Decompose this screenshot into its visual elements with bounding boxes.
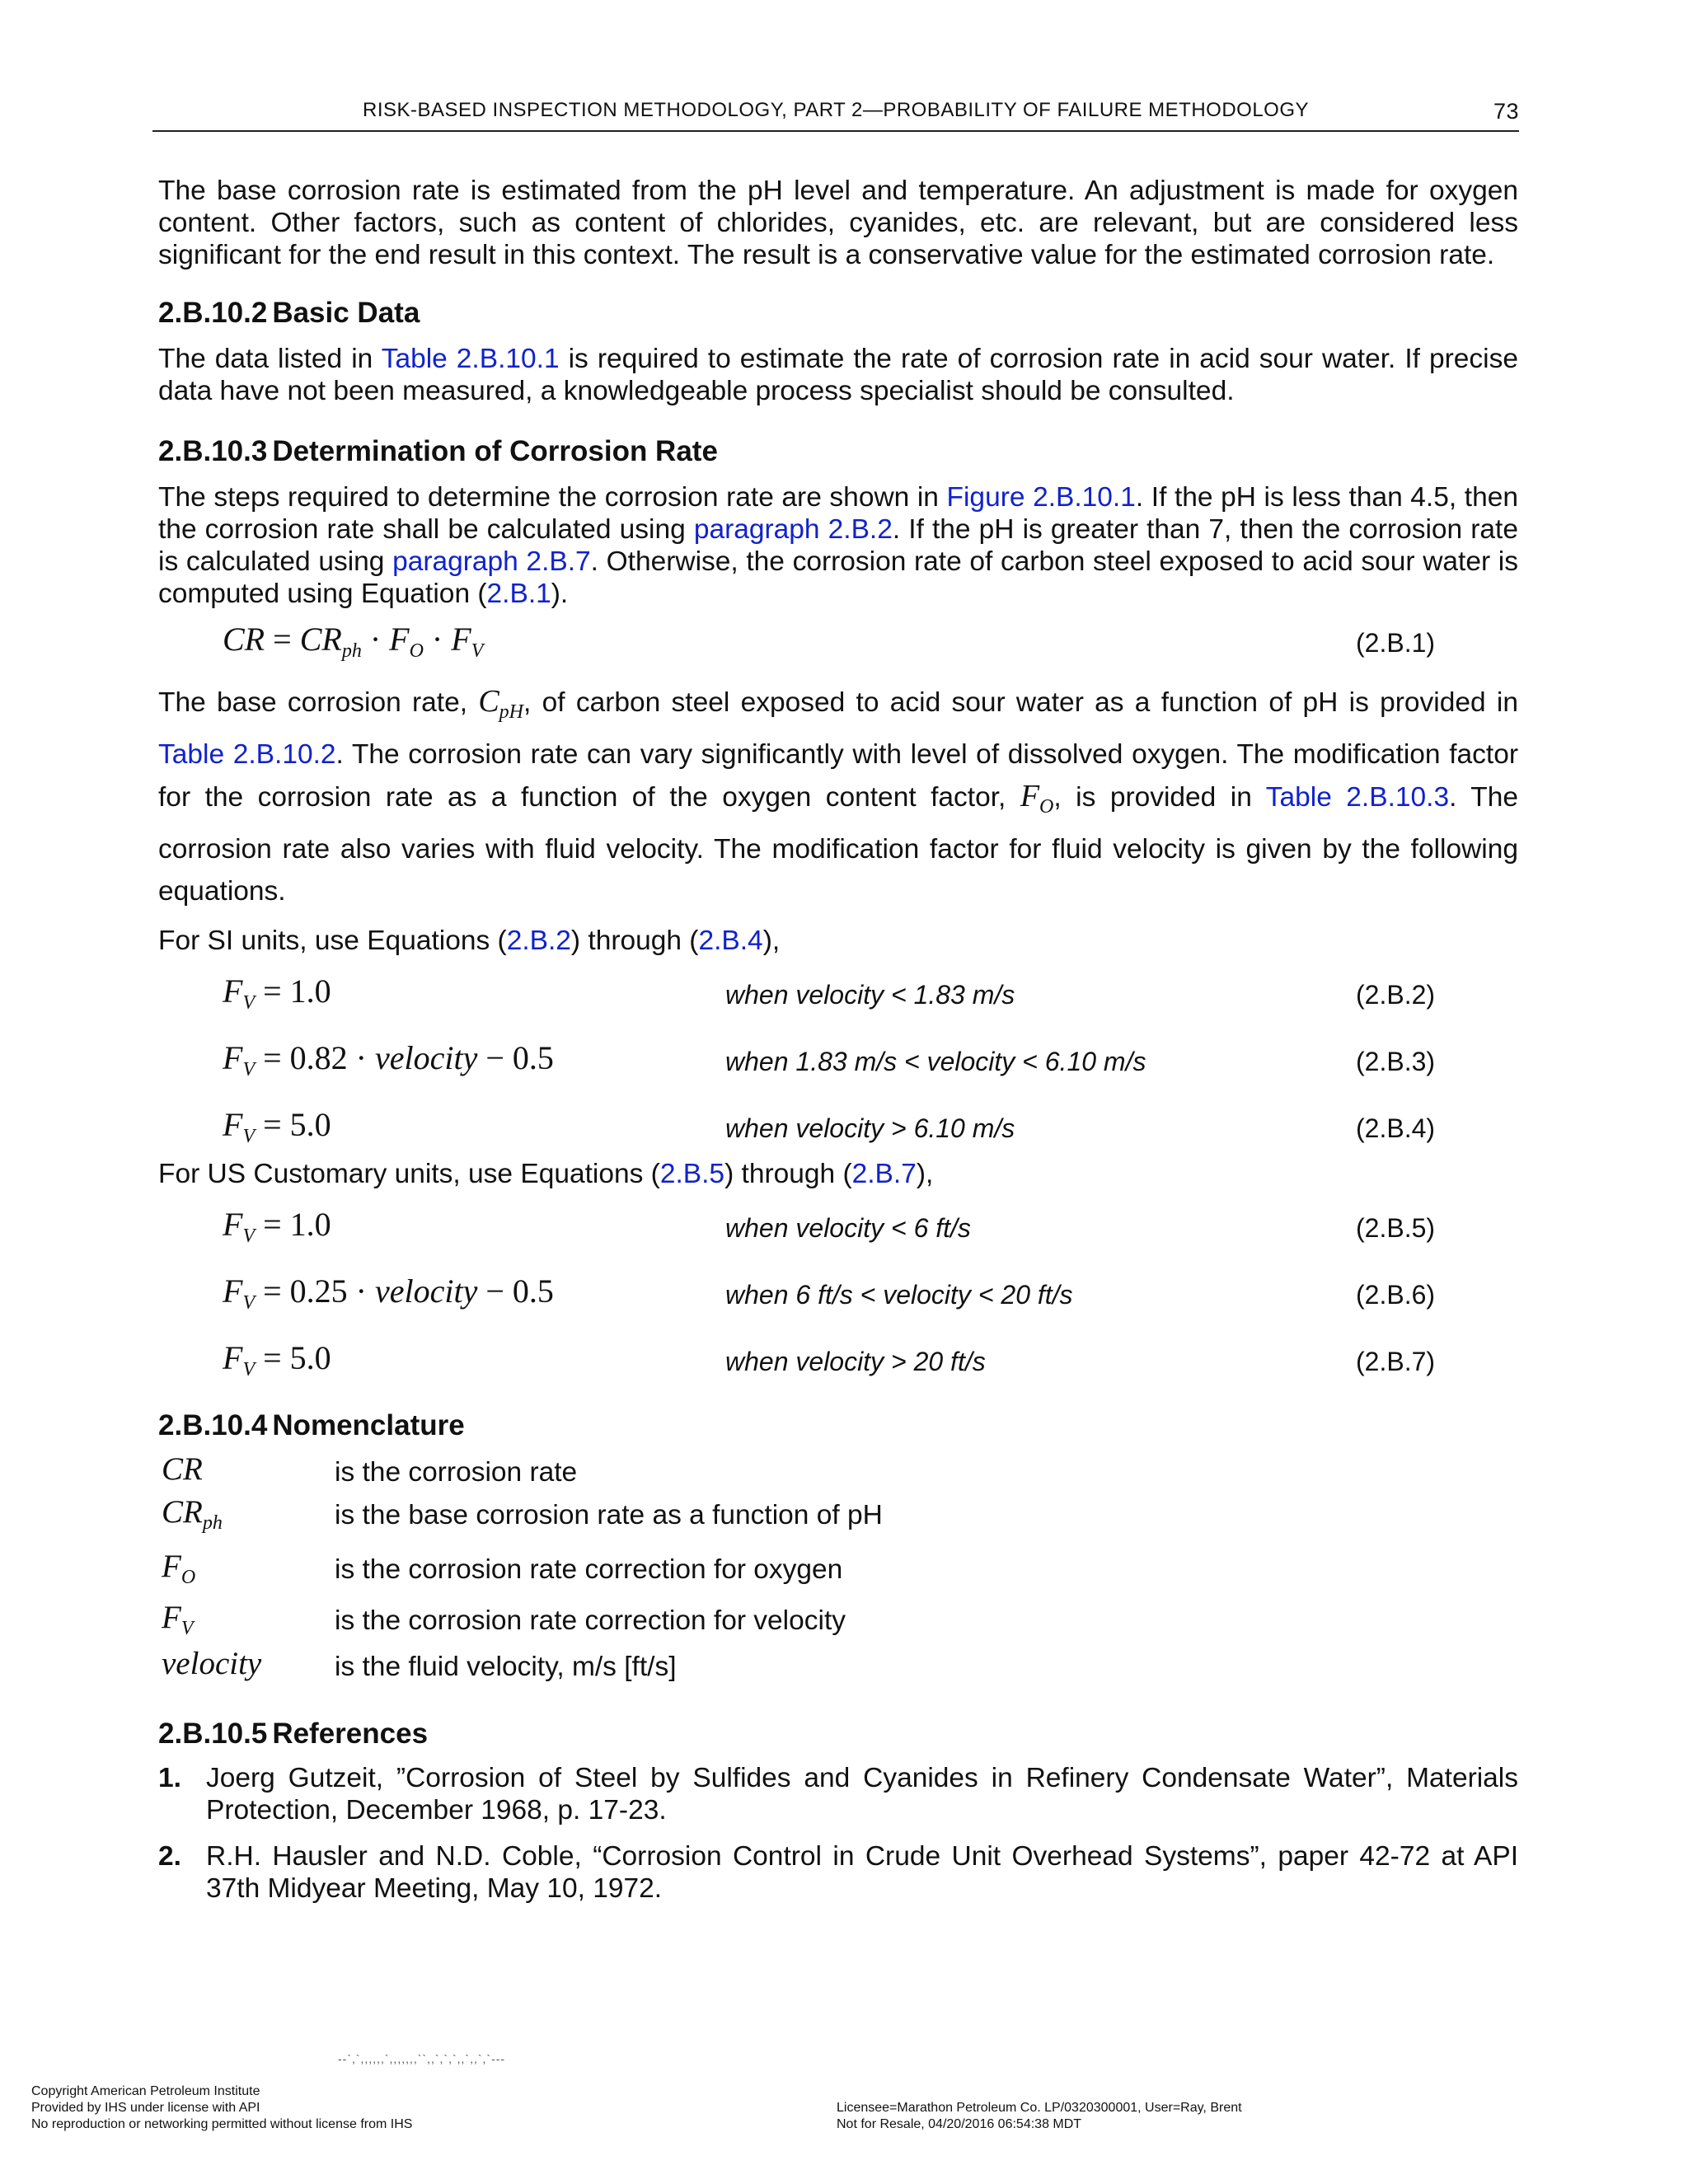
- nomenclature-item: [158, 1599, 1518, 1645]
- section-heading-references: [158, 1716, 1518, 1752]
- math-expression: = 0.82 ·: [255, 1039, 375, 1076]
- math-subscript: V: [242, 1059, 256, 1080]
- math-symbol: CR: [162, 1451, 203, 1487]
- footer-line: Provided by IHS under license with API: [31, 2101, 260, 2115]
- math-subscript: O: [1039, 796, 1054, 818]
- math-subscript: ph: [341, 640, 362, 662]
- text-run: . The corrosion rate also varies with fluid velocity. The modification factor for fluid velocity is given by the following equations.: [158, 782, 1518, 907]
- running-header-title: RISK-BASED INSPECTION METHODOLOGY, PART 2—PROBABILITY OF FAILURE METHODOLOGY: [362, 99, 1310, 121]
- math-operator: =: [265, 621, 300, 658]
- table-2b103-link[interactable]: Table 2.B.10.3: [1265, 782, 1450, 813]
- math-subscript: O: [409, 640, 424, 662]
- nomenclature-item: [158, 1645, 1518, 1691]
- references-list: [158, 1762, 1518, 1905]
- nomenclature-item: [158, 1451, 1518, 1493]
- text-run: For US Customary units, use Equations (: [158, 1159, 660, 1189]
- math-subscript: V: [242, 992, 256, 1014]
- math-symbol: F: [223, 972, 243, 1010]
- si-units-intro: [158, 925, 1518, 957]
- text-run: The data listed in: [158, 344, 382, 374]
- paragraph-2b2-link[interactable]: paragraph 2.B.2: [693, 514, 893, 545]
- math-symbol: F: [451, 621, 471, 658]
- text-run: , of carbon steel exposed to acid sour water as a function of pH is provided in: [523, 687, 1518, 718]
- footer-line: Licensee=Marathon Petroleum Co. LP/0320300001, User=Ray, Brent: [837, 2101, 1242, 2115]
- math-symbol: F: [162, 1600, 181, 1635]
- math-expression: − 0.5: [477, 1272, 554, 1310]
- nomenclature-definition: is the fluid velocity, m/s [ft/s]: [335, 1652, 677, 1682]
- equation-2b5-link[interactable]: 2.B.5: [659, 1159, 725, 1189]
- math-subscript: V: [242, 1292, 256, 1314]
- base-rate-paragraph: [158, 681, 1518, 912]
- equation-expression: [223, 972, 331, 1015]
- nomenclature-definition: is the corrosion rate: [335, 1457, 578, 1488]
- math-symbol: F: [223, 1206, 243, 1243]
- equation-expression: [223, 1038, 554, 1081]
- si-equations: [158, 965, 1518, 1158]
- math-subscript: ph: [202, 1512, 223, 1534]
- nomenclature-definition: is the corrosion rate correction for velocity: [335, 1605, 846, 1636]
- math-symbol: F: [223, 1272, 243, 1310]
- equation-number: (2.B.5): [1356, 1213, 1436, 1243]
- math-expression: = 1.0: [255, 972, 331, 1010]
- determination-paragraph: [158, 481, 1518, 610]
- equation-expression: [223, 1105, 331, 1148]
- text-run: is required to estimate the rate of corrosion rate in acid sour water. If precise data have not been measured, a knowledgeable process specialist should be consulted.: [158, 344, 1518, 406]
- math-symbol: velocity: [375, 1039, 478, 1076]
- main-content: [158, 175, 1518, 1919]
- math-symbol: velocity: [162, 1646, 262, 1681]
- math-symbol: F: [223, 1039, 243, 1076]
- section-number: 2.B.10.3: [158, 435, 268, 467]
- basic-data-paragraph: [158, 343, 1518, 407]
- nomenclature-list: [158, 1451, 1518, 1691]
- text-run: The base corrosion rate,: [158, 687, 479, 718]
- running-header: [152, 97, 1519, 132]
- reference-item: [158, 1762, 1518, 1826]
- math-subscript: V: [181, 1618, 194, 1639]
- equation-condition: when velocity > 6.10 m/s: [725, 1113, 1015, 1143]
- equation-2b4: [158, 1099, 1518, 1158]
- equation-condition: when velocity > 20 ft/s: [725, 1347, 986, 1376]
- equation-number: (2.B.6): [1356, 1280, 1436, 1310]
- math-symbol: C: [478, 684, 499, 719]
- equation-2b3: [158, 1032, 1518, 1099]
- text-run: . The corrosion rate can vary significantly with level of dissolved oxygen. The modification factor for the corrosion rate as a function of the oxygen content factor,: [158, 739, 1518, 813]
- math-operator: ·: [423, 621, 452, 658]
- math-operator: ·: [361, 621, 390, 658]
- nomenclature-symbol: [162, 1645, 261, 1682]
- math-subscript: V: [242, 1359, 256, 1380]
- equation-2b2: [158, 965, 1518, 1032]
- math-expression: = 5.0: [255, 1339, 331, 1376]
- us-units-intro: [158, 1158, 1518, 1190]
- equation-condition: when 1.83 m/s < velocity < 6.10 m/s: [725, 1047, 1146, 1076]
- equation-condition: when 6 ft/s < velocity < 20 ft/s: [725, 1280, 1073, 1310]
- section-number: 2.B.10.2: [158, 297, 268, 329]
- nomenclature-item: [158, 1493, 1518, 1548]
- text-run: The steps required to determine the corrosion rate are shown in: [158, 482, 947, 513]
- section-title: Determination of Corrosion Rate: [272, 435, 718, 467]
- page-number: 73: [1493, 99, 1519, 124]
- equation-2b5: [158, 1198, 1518, 1265]
- equation-expression: [223, 1205, 331, 1248]
- math-subscript: V: [242, 1226, 256, 1247]
- equation-number: (2.B.4): [1356, 1113, 1436, 1143]
- equation-2b7: [158, 1332, 1518, 1391]
- math-expression: = 5.0: [255, 1106, 331, 1143]
- section-number: 2.B.10.4: [158, 1409, 268, 1441]
- text-run: ),: [916, 1159, 934, 1189]
- equation-condition: when velocity < 6 ft/s: [725, 1213, 971, 1243]
- equation-number: (2.B.3): [1356, 1047, 1436, 1076]
- text-run: ),: [762, 926, 781, 956]
- nomenclature-symbol: [162, 1493, 223, 1535]
- footer-license: [837, 2100, 1242, 2133]
- text-run: . If the pH is greater than 7, then the corrosion rate is calculated using: [158, 514, 1518, 577]
- text-run: ).: [551, 579, 569, 609]
- nomenclature-symbol: [162, 1548, 195, 1589]
- section-title: References: [272, 1718, 429, 1750]
- equation-number: (2.B.7): [1356, 1347, 1436, 1376]
- figure-2b101-link[interactable]: Figure 2.B.10.1: [946, 482, 1136, 513]
- equation-condition: when velocity < 1.83 m/s: [725, 980, 1015, 1010]
- table-2b102-link[interactable]: Table 2.B.10.2: [158, 739, 336, 770]
- equation-2b4-link[interactable]: 2.B.4: [698, 926, 763, 956]
- math-symbol: F: [223, 1106, 243, 1143]
- footer-copyright: [31, 2083, 412, 2133]
- math-symbol: CR: [162, 1494, 203, 1530]
- reference-text: R.H. Hausler and N.D. Coble, “Corrosion Control in Crude Unit Overhead Systems”, paper 42-72 at API 37th Midyear Meeting, May 10, 1972.: [206, 1841, 1518, 1904]
- watermark-dots: --`,`,,,,,,`,,,,,,,``,,`,`,`,,`,,`,`---: [338, 2052, 506, 2065]
- equation-expression: [223, 620, 483, 663]
- intro-paragraph: The base corrosion rate is estimated from the pH level and temperature. An adjustment is made for oxygen content. Other factors, such as content of chlorides, cyanides, etc. are relevant, but are considered less significant for the end result in this context. The result is a conservative value for the estimated corrosion rate.: [158, 176, 1518, 270]
- text-run: . Otherwise, the corrosion rate of carbon steel exposed to acid sour water is computed using Equation (: [158, 546, 1518, 609]
- nomenclature-definition: is the corrosion rate correction for oxygen: [335, 1554, 843, 1585]
- equation-2b6: [158, 1265, 1518, 1332]
- footer-line: Copyright American Petroleum Institute: [31, 2084, 260, 2098]
- math-symbol: velocity: [375, 1272, 478, 1310]
- math-symbol: F: [1020, 779, 1040, 813]
- math-subscript: O: [181, 1567, 196, 1588]
- equation-2b2-link[interactable]: 2.B.2: [506, 926, 571, 956]
- equation-2b1: [158, 613, 1518, 671]
- us-equations: [158, 1198, 1518, 1391]
- nomenclature-definition: is the base corrosion rate as a function of pH: [335, 1500, 883, 1530]
- equation-number: (2.B.2): [1356, 980, 1436, 1010]
- text-run: ) through (: [570, 926, 699, 956]
- nomenclature-symbol: [162, 1451, 203, 1488]
- nomenclature-symbol: [162, 1599, 194, 1640]
- equation-number: (2.B.1): [1356, 628, 1436, 658]
- footer-line: Not for Resale, 04/20/2016 06:54:38 MDT: [837, 2117, 1082, 2131]
- equation-expression: [223, 1272, 554, 1315]
- math-symbol: F: [162, 1549, 181, 1584]
- text-run: , is provided in: [1053, 782, 1266, 813]
- math-expression: = 1.0: [255, 1206, 331, 1243]
- math-symbol: F: [389, 621, 410, 658]
- nomenclature-item: [158, 1548, 1518, 1599]
- math-subscript: pH: [499, 701, 524, 723]
- math-expression: = 0.25 ·: [255, 1272, 375, 1310]
- section-title: Basic Data: [272, 297, 420, 329]
- section-heading-basic-data: [158, 295, 1518, 331]
- reference-number: 1.: [158, 1763, 181, 1793]
- text-run: For SI units, use Equations (: [158, 926, 507, 956]
- section-heading-determination: [158, 434, 1518, 470]
- reference-item: [158, 1840, 1518, 1905]
- paragraph-2b7-link[interactable]: paragraph 2.B.7: [392, 546, 591, 577]
- equation-expression: [223, 1338, 331, 1381]
- math-expression: − 0.5: [477, 1039, 554, 1076]
- section-title: Nomenclature: [272, 1409, 465, 1441]
- reference-number: 2.: [158, 1841, 181, 1872]
- section-heading-nomenclature: [158, 1408, 1518, 1444]
- math-symbol: CR: [223, 621, 265, 658]
- math-symbol: CR: [299, 621, 342, 658]
- math-subscript: V: [242, 1126, 256, 1147]
- equation-2b7-link[interactable]: 2.B.7: [851, 1159, 917, 1189]
- text-run: . If the pH is less than 4.5, then the corrosion rate shall be calculated using: [158, 482, 1518, 545]
- section-number: 2.B.10.5: [158, 1718, 268, 1750]
- table-2b101-link[interactable]: Table 2.B.10.1: [381, 344, 560, 374]
- math-symbol: F: [223, 1339, 243, 1376]
- equation-2b1-link[interactable]: 2.B.1: [486, 579, 551, 609]
- reference-text: Joerg Gutzeit, ”Corrosion of Steel by Sulfides and Cyanides in Refinery Condensate Water”, Materials Protection, December 1968, p. 17-23.: [206, 1763, 1518, 1825]
- text-run: ) through (: [724, 1159, 852, 1189]
- math-subscript: V: [471, 640, 484, 662]
- footer-line: No reproduction or networking permitted without license from IHS: [31, 2117, 413, 2131]
